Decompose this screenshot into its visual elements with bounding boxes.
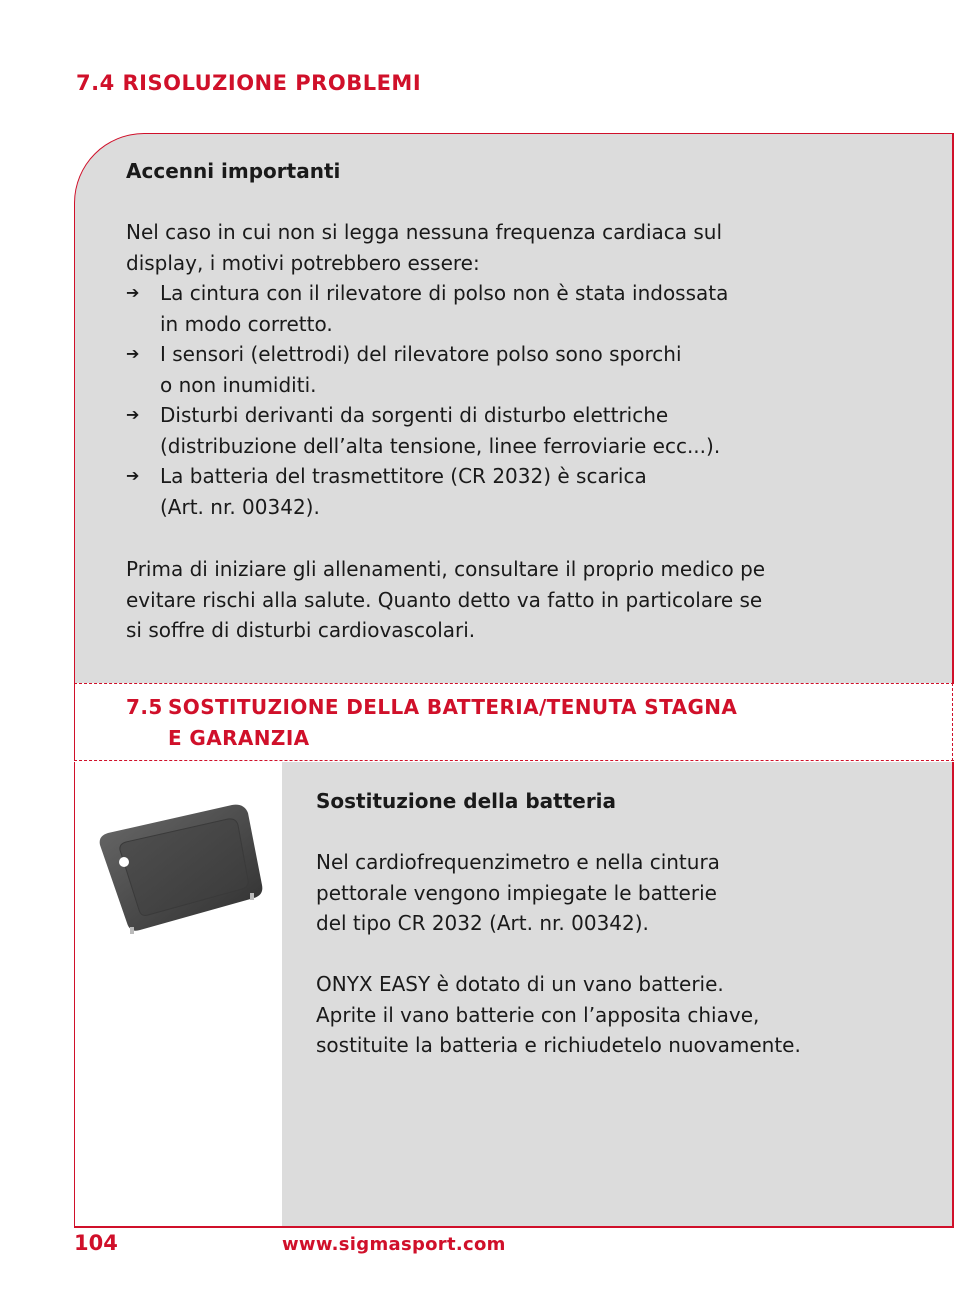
section-title: 7.4 RISOLUZIONE PROBLEMI xyxy=(76,71,422,95)
website-link[interactable]: www.sigmasport.com xyxy=(282,1234,506,1255)
battery-heading: Sostituzione della batteria xyxy=(316,789,617,813)
band-right-border xyxy=(952,683,953,761)
arrow-right-icon: ➔ xyxy=(126,283,140,302)
causes-list xyxy=(126,278,906,522)
battery-paragraph-1: Nel cardiofrequenzimetro e nella cintura pettorale vengono impiegate le batterie del tipo CR 2032 (Art. nr. 00342). xyxy=(316,850,720,935)
notes-advice: Prima di iniziare gli allenamenti, consultare il proprio medico pe evitare rischi alla salute. Quanto detto va fatto in particolare se si soffre di disturbi cardiovascolari. xyxy=(126,557,766,642)
panel-bottom-border xyxy=(74,1226,954,1228)
subsection-title: SOSTITUZIONE DELLA BATTERIA/TENUTA STAGNA xyxy=(168,695,738,719)
list-item: ➔ Disturbi derivanti da sorgenti di disturbo elettriche (distribuzione dell’alta tensione, linee ferroviarie ecc...). xyxy=(126,400,906,461)
panel-right-border xyxy=(952,762,954,1228)
arrow-right-icon: ➔ xyxy=(126,405,140,424)
intro-line: display, i motivi potrebbero essere: xyxy=(126,250,480,275)
notes-intro xyxy=(126,217,906,278)
list-item: ➔ La cintura con il rilevatore di polso non è stata indossata in modo corretto. xyxy=(126,278,906,339)
notes-heading: Accenni importanti xyxy=(126,159,341,183)
list-item: ➔ La batteria del trasmettitore (CR 2032) è scarica (Art. nr. 00342). xyxy=(126,461,906,522)
arrow-right-icon: ➔ xyxy=(126,344,140,363)
list-item: ➔ I sensori (elettrodi) del rilevatore polso sono sporchi o non inumiditi. xyxy=(126,339,906,400)
subsection-title-cont: E GARANZIA xyxy=(168,725,310,750)
battery-paragraph-2: ONYX EASY è dotato di un vano batterie. Aprite il vano batterie con l’apposita chiave, sostituite la batteria e richiudetelo nuovamente. xyxy=(316,972,801,1057)
battery-cover-image xyxy=(92,800,272,945)
panel-right-border xyxy=(952,133,954,683)
intro-line: Nel caso in cui non si legga nessuna frequenza cardiaca sul xyxy=(126,220,723,244)
arrow-right-icon: ➔ xyxy=(126,466,140,485)
subsection-heading xyxy=(126,692,737,753)
subsection-number: 7.5 xyxy=(126,695,163,719)
page-number: 104 xyxy=(74,1231,118,1255)
